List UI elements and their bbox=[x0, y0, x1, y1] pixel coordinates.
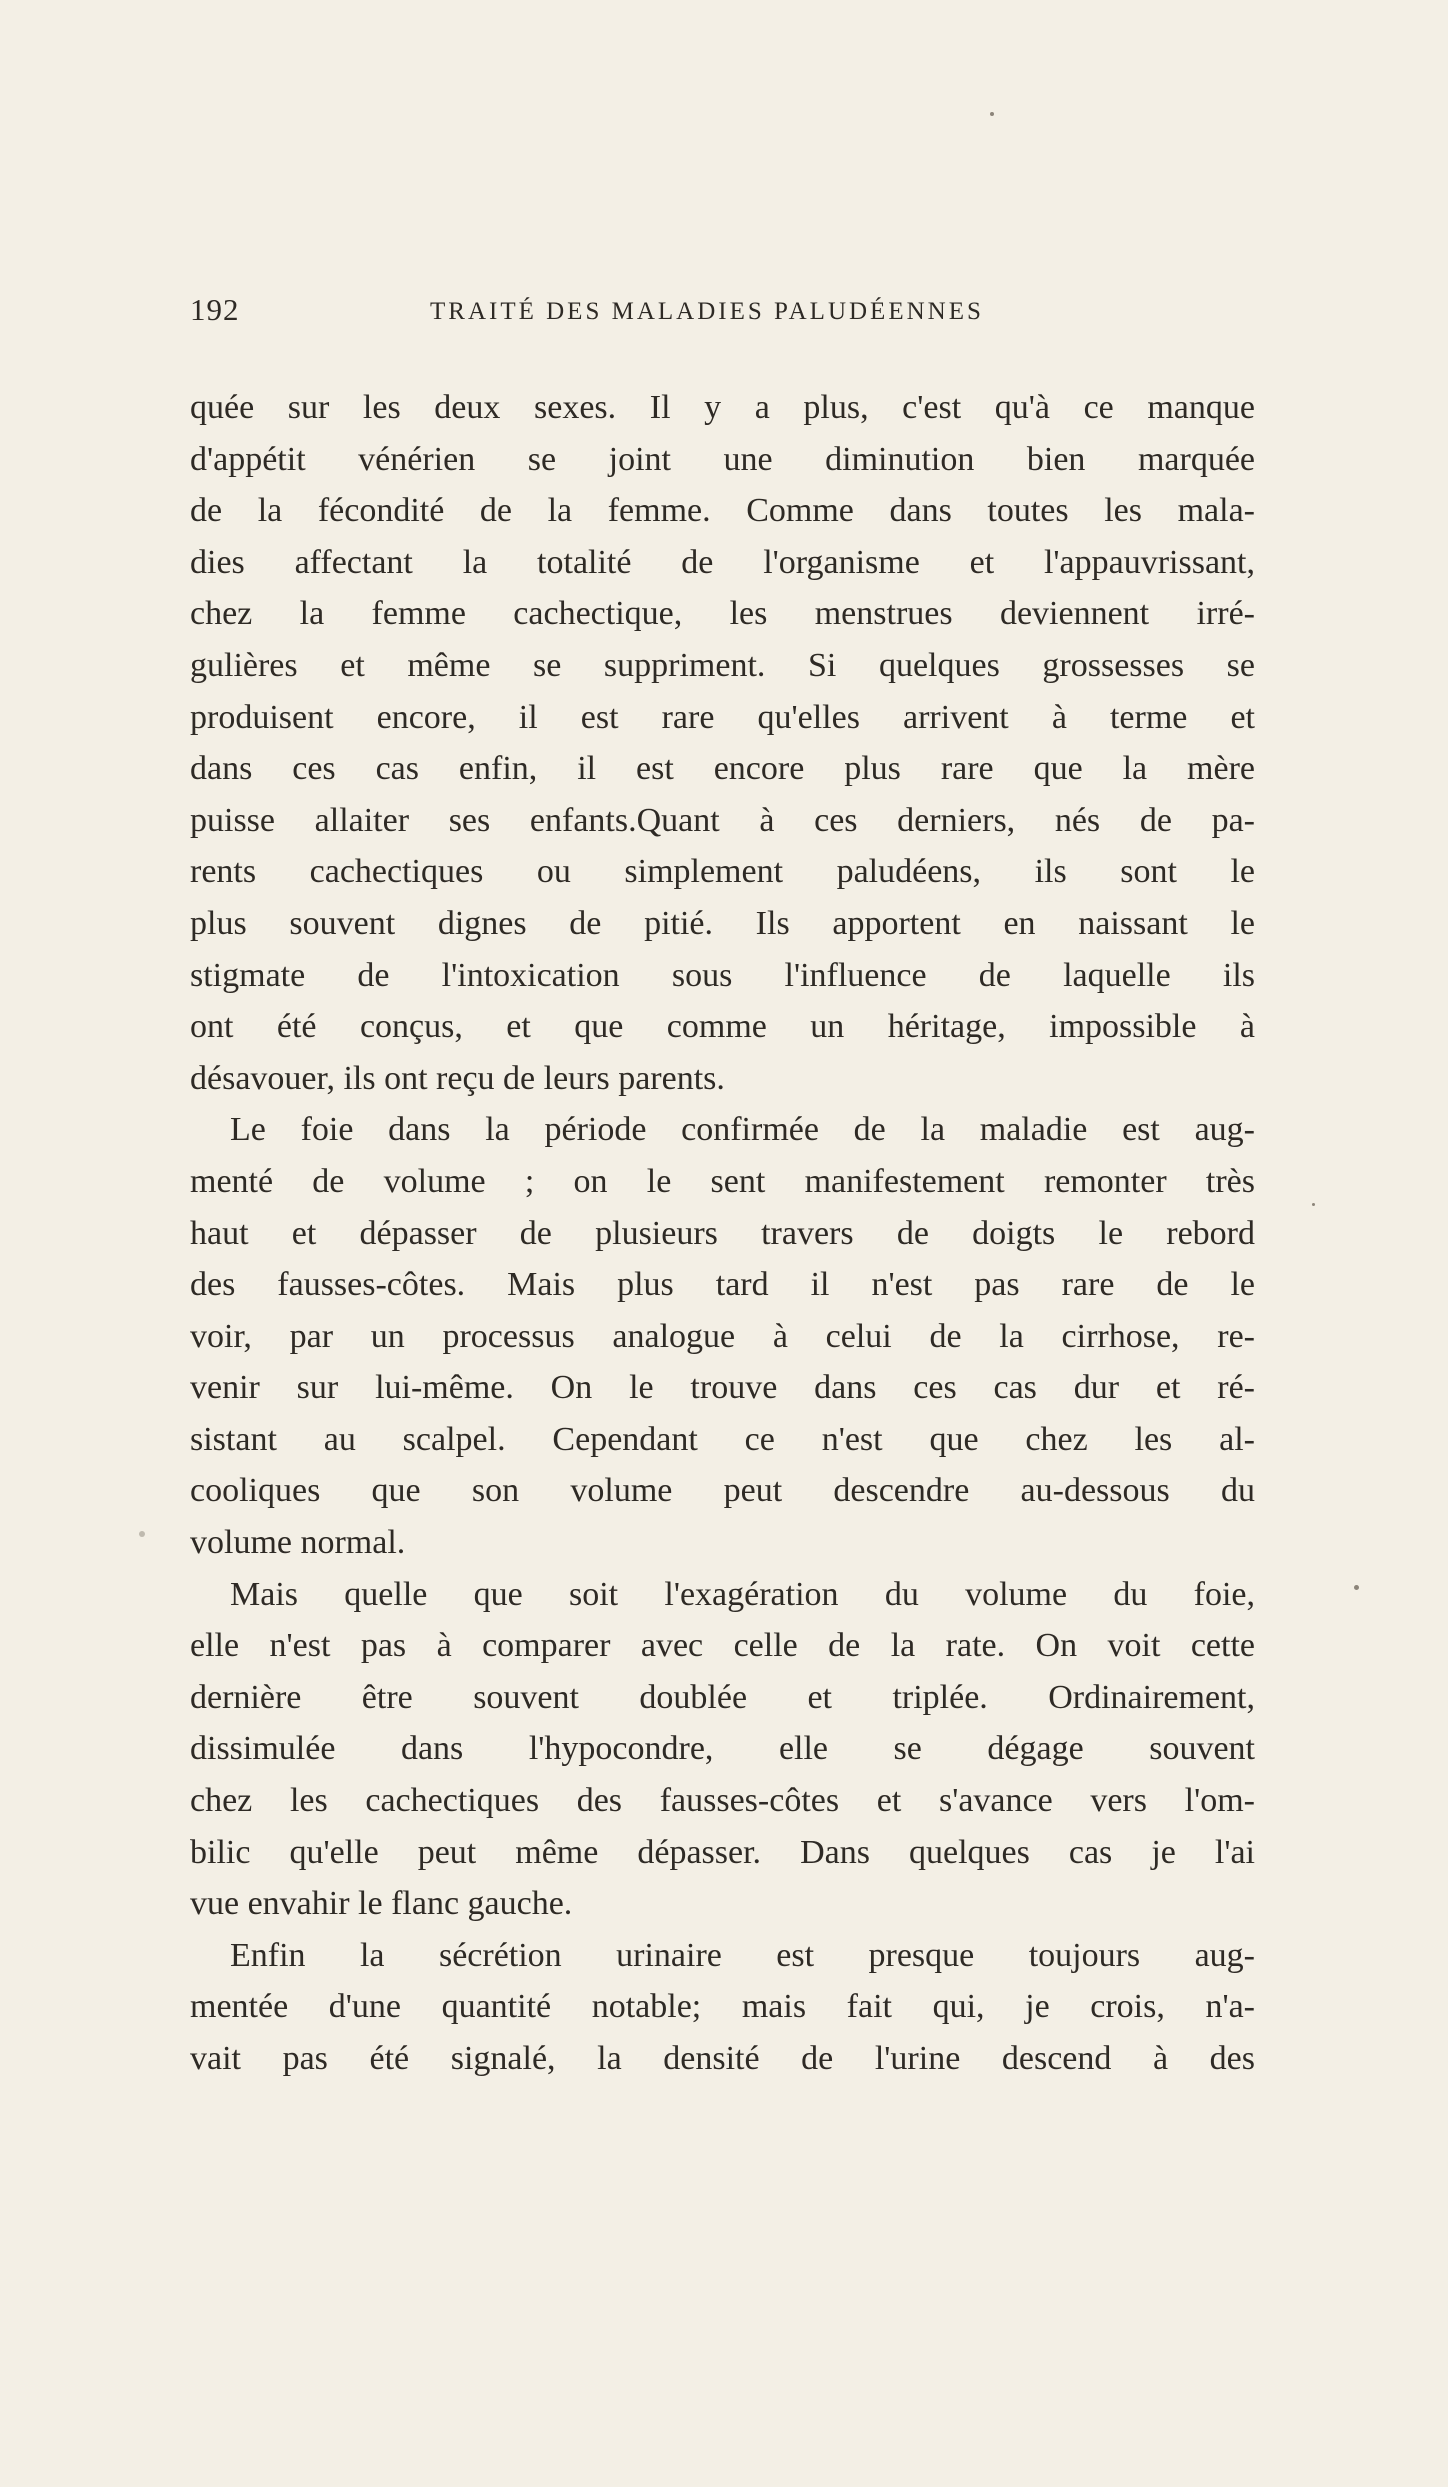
text-line: elle n'est pas à comparer avec celle de la rate. On voit cette bbox=[190, 1627, 1255, 1665]
text-line: dernière être souvent doublée et triplée. Ordinairement, bbox=[190, 1678, 1255, 1716]
text-line: vait pas été signalé, la densité de l'urine descend à des bbox=[190, 2040, 1255, 2077]
paper-speck bbox=[1312, 1203, 1315, 1206]
body-text bbox=[190, 382, 1255, 2085]
text-line: puisse allaiter ses enfants.Quant à ces derniers, nés de pa- bbox=[190, 801, 1255, 839]
text-line: chez la femme cachectique, les menstrues deviennent irré- bbox=[190, 595, 1255, 633]
text-line: dissimulée dans l'hypocondre, elle se dégage souvent bbox=[190, 1730, 1255, 1768]
text-line: dies affectant la totalité de l'organisme et l'appauvrissant, bbox=[190, 543, 1255, 581]
text-line: vue envahir le flanc gauche. bbox=[190, 1885, 573, 1923]
text-line: haut et dépasser de plusieurs travers de doigts le rebord bbox=[190, 1214, 1255, 1252]
text-line: de la fécondité de la femme. Comme dans toutes les mala- bbox=[190, 492, 1255, 530]
page-header bbox=[190, 292, 1255, 342]
text-line: menté de volume ; on le sent manifestement remonter très bbox=[190, 1162, 1255, 1200]
text-line: chez les cachectiques des fausses-côtes et s'avance vers l'om- bbox=[190, 1782, 1255, 1820]
text-line: dans ces cas enfin, il est encore plus rare que la mère bbox=[190, 750, 1255, 788]
text-line: plus souvent dignes de pitié. Ils apportent en naissant le bbox=[190, 904, 1255, 942]
text-line: bilic qu'elle peut même dépasser. Dans quelques cas je l'ai bbox=[190, 1833, 1255, 1871]
text-line: sistant au scalpel. Cependant ce n'est que chez les al- bbox=[190, 1420, 1255, 1458]
text-line: désavouer, ils ont reçu de leurs parents. bbox=[190, 1059, 725, 1097]
text-line: Mais quelle que soit l'exagération du volume du foie, bbox=[230, 1575, 1255, 1613]
text-line: rents cachectiques ou simplement paludéens, ils sont le bbox=[190, 853, 1255, 891]
page-number: 192 bbox=[190, 292, 240, 327]
running-head: TRAITÉ DES MALADIES PALUDÉENNES bbox=[430, 298, 984, 325]
text-line: Le foie dans la période confirmée de la maladie est aug- bbox=[230, 1111, 1255, 1149]
text-line: quée sur les deux sexes. Il y a plus, c'est qu'à ce manque bbox=[190, 389, 1255, 426]
text-line: cooliques que son volume peut descendre au-dessous du bbox=[190, 1472, 1255, 1510]
paper-speck bbox=[139, 1531, 145, 1537]
text-line: d'appétit vénérien se joint une diminution bien marquée bbox=[190, 440, 1255, 478]
text-line: Enfin la sécrétion urinaire est presque toujours aug- bbox=[230, 1936, 1255, 1974]
text-line: produisent encore, il est rare qu'elles arrivent à terme et bbox=[190, 698, 1255, 736]
text-line: venir sur lui-même. On le trouve dans ces cas dur et ré- bbox=[190, 1369, 1255, 1407]
text-line: gulières et même se suppriment. Si quelques grossesses se bbox=[190, 646, 1255, 684]
text-line: mentée d'une quantité notable; mais fait qui, je crois, n'a- bbox=[190, 1988, 1255, 2026]
text-line: ont été conçus, et que comme un héritage, impossible à bbox=[190, 1008, 1255, 1046]
text-line: des fausses-côtes. Mais plus tard il n'est pas rare de le bbox=[190, 1266, 1255, 1304]
text-line: volume normal. bbox=[190, 1524, 406, 1562]
text-line: stigmate de l'intoxication sous l'influence de laquelle ils bbox=[190, 956, 1255, 994]
paper-speck bbox=[1354, 1585, 1359, 1590]
text-line: voir, par un processus analogue à celui de la cirrhose, re- bbox=[190, 1317, 1255, 1355]
paper-speck bbox=[990, 112, 994, 116]
